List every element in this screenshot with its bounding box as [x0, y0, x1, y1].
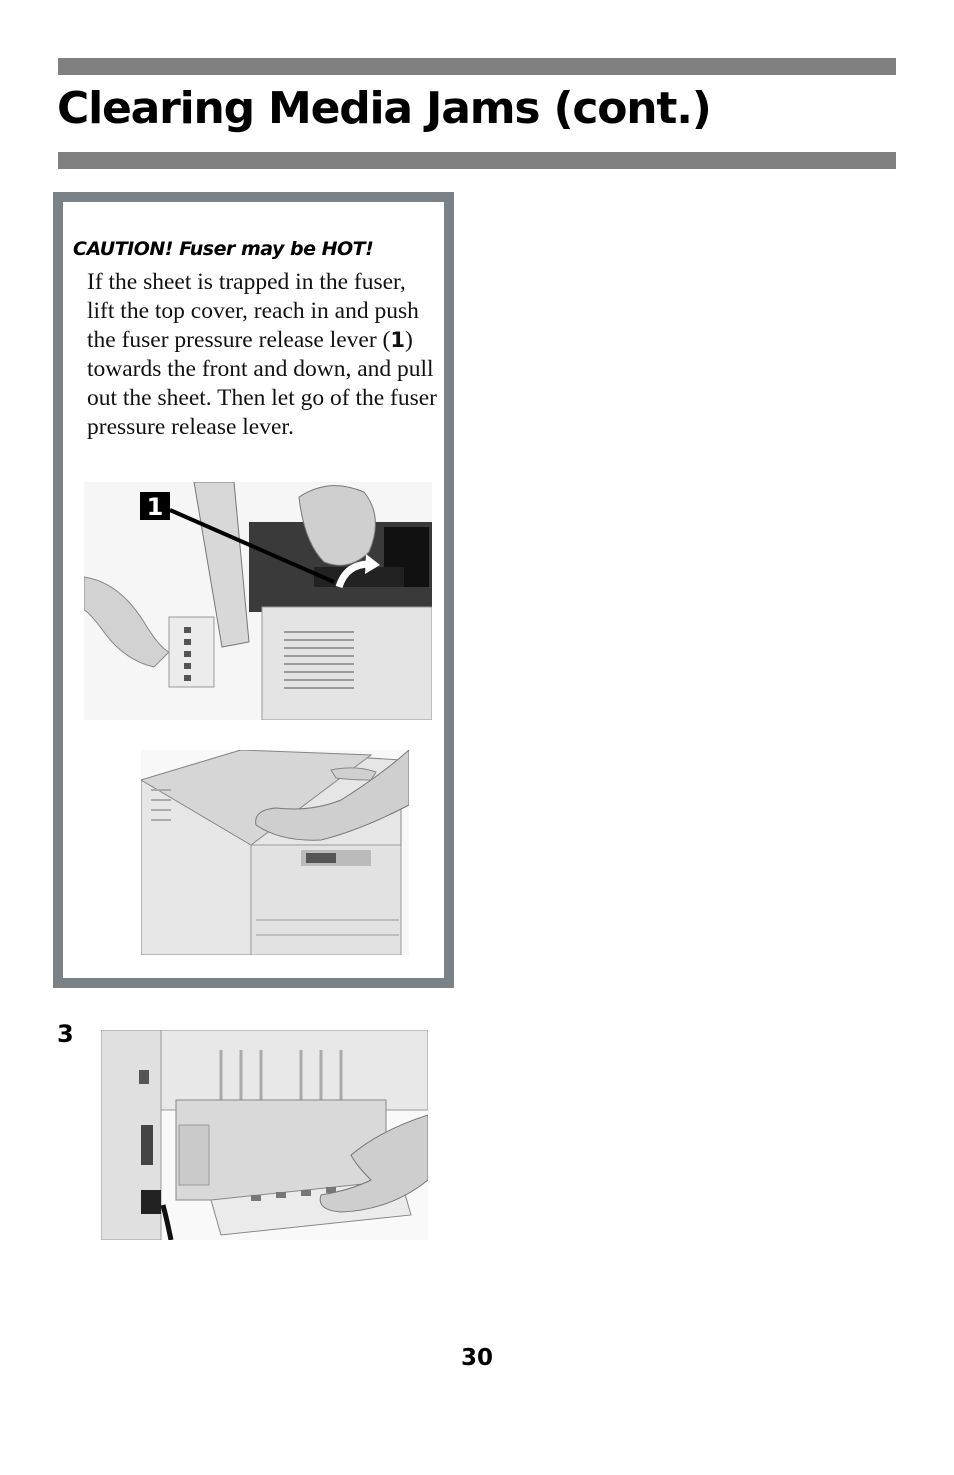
caution-text — [87, 268, 437, 442]
caution-box — [53, 192, 454, 988]
caution-heading: CAUTION! Fuser may be HOT! — [73, 238, 374, 260]
lever-reference: 1 — [390, 328, 406, 352]
caution-text-part-2: ) towards the front and down, and pull out the sheet. Then let go of the fuser pressure release lever. — [87, 327, 438, 440]
fuser-lever-photo — [84, 482, 432, 720]
header-rule-bottom — [58, 152, 896, 169]
header-rule-top — [58, 58, 896, 75]
callout-label: 1 — [146, 493, 164, 521]
rear-cover-photo — [101, 1030, 428, 1240]
page-title: Clearing Media Jams (cont.) — [57, 83, 711, 134]
step-number: 3 — [57, 1020, 74, 1048]
close-cover-photo — [141, 750, 409, 955]
caution-text-part-1: If the sheet is trapped in the fuser, lift the top cover, reach in and push the fuser pressure release lever ( — [87, 269, 419, 353]
page-number: 30 — [460, 1345, 493, 1371]
